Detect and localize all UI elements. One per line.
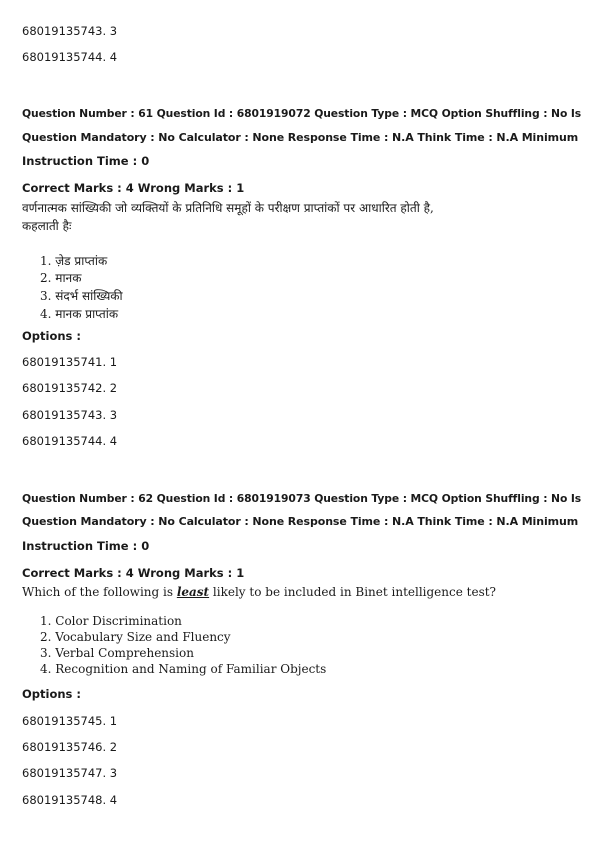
question-text: वर्णनात्मक सांख्यिकी जो व्यक्तियों के प्रतिनिधि समूहों के परीक्षण प्राप्तांकों पर आधारित होती है, [22,201,434,215]
options-label: Options : [22,329,81,343]
option-line: 68019135748. 4 [22,793,118,807]
option-line: 68019135741. 1 [22,355,118,369]
answer-choice: 2. मानक [40,271,82,285]
option-line: 68019135744. 4 [22,434,118,448]
answer-choice: 2. Vocabulary Size and Fluency [40,630,231,644]
question-marks: Correct Marks : 4 Wrong Marks : 1 [22,181,245,195]
option-line: 68019135745. 1 [22,714,118,728]
question-text-emphasis: least [176,585,210,599]
answer-choice: 1. Color Discrimination [40,614,182,628]
option-line: 68019135744. 4 [22,50,118,64]
question-text: कहलाती हैः [22,219,72,233]
answer-choice: 3. संदर्भ सांख्यिकी [40,289,123,303]
question-text [22,585,496,599]
question-meta: Question Mandatory : No Calculator : None Response Time : N.A Think Time : N.A Minimum [22,131,579,144]
answer-choice: 4. मानक प्राप्तांक [40,307,119,321]
option-line: 68019135747. 3 [22,766,118,780]
options-label: Options : [22,687,81,701]
question-meta: Question Mandatory : No Calculator : None Response Time : N.A Think Time : N.A Minimum [22,515,579,528]
option-line: 68019135742. 2 [22,381,118,395]
question-meta: Question Number : 62 Question Id : 6801919073 Question Type : MCQ Option Shuffling : No Is [22,492,582,505]
option-line: 68019135743. 3 [22,408,118,422]
question-meta: Instruction Time : 0 [22,154,150,168]
question-meta: Question Number : 61 Question Id : 6801919072 Question Type : MCQ Option Shuffling : No Is [22,107,582,120]
question-meta: Instruction Time : 0 [22,539,150,553]
option-line: 68019135743. 3 [22,24,118,38]
question-text-pre: Which of the following is [22,585,177,599]
answer-choice: 1. ज़ेड प्राप्तांक [40,254,108,268]
answer-choice: 4. Recognition and Naming of Familiar Objects [40,662,327,676]
question-marks: Correct Marks : 4 Wrong Marks : 1 [22,566,245,580]
question-text-post: likely to be included in Binet intelligence test? [209,585,496,599]
option-line: 68019135746. 2 [22,740,118,754]
answer-choice: 3. Verbal Comprehension [40,646,194,660]
